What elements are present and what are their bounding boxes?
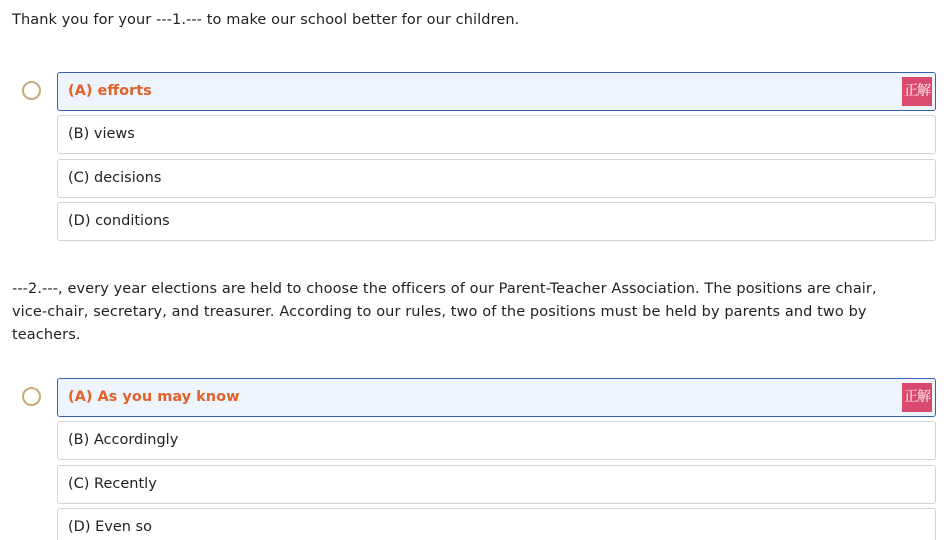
question-2-option-b[interactable] xyxy=(57,421,936,460)
answer-radio-icon[interactable] xyxy=(22,387,41,406)
option-label: (B) views xyxy=(68,126,135,142)
option-label: (D) Even so xyxy=(68,519,152,535)
question-2-option-a[interactable] xyxy=(57,378,936,417)
option-label: (A) As you may know xyxy=(68,389,240,405)
question-2-option-c[interactable] xyxy=(57,465,936,504)
answer-radio-icon[interactable] xyxy=(22,81,41,100)
option-label: (C) Recently xyxy=(68,476,157,492)
question-1-prompt: Thank you for your ---1.--- to make our school better for our children. xyxy=(12,12,520,28)
option-label: (B) Accordingly xyxy=(68,432,179,448)
question-2-prompt: ---2.---, every year elections are held to choose the officers of our Parent-Teacher Association. The positions are chair, vice-chair, secretary, and treasurer. According to our rules, two of the positions must be held by parents and two by teachers. xyxy=(12,281,877,343)
option-label: (A) efforts xyxy=(68,83,152,99)
correct-badge: 正解 xyxy=(902,77,932,106)
option-label: (D) conditions xyxy=(68,213,170,229)
correct-badge: 正解 xyxy=(902,383,932,412)
question-1-option-b[interactable] xyxy=(57,115,936,154)
question-1-option-d[interactable] xyxy=(57,202,936,241)
question-1-option-a[interactable] xyxy=(57,72,936,111)
question-1-option-c[interactable] xyxy=(57,159,936,198)
question-2-option-d[interactable] xyxy=(57,508,936,540)
option-label: (C) decisions xyxy=(68,170,162,186)
